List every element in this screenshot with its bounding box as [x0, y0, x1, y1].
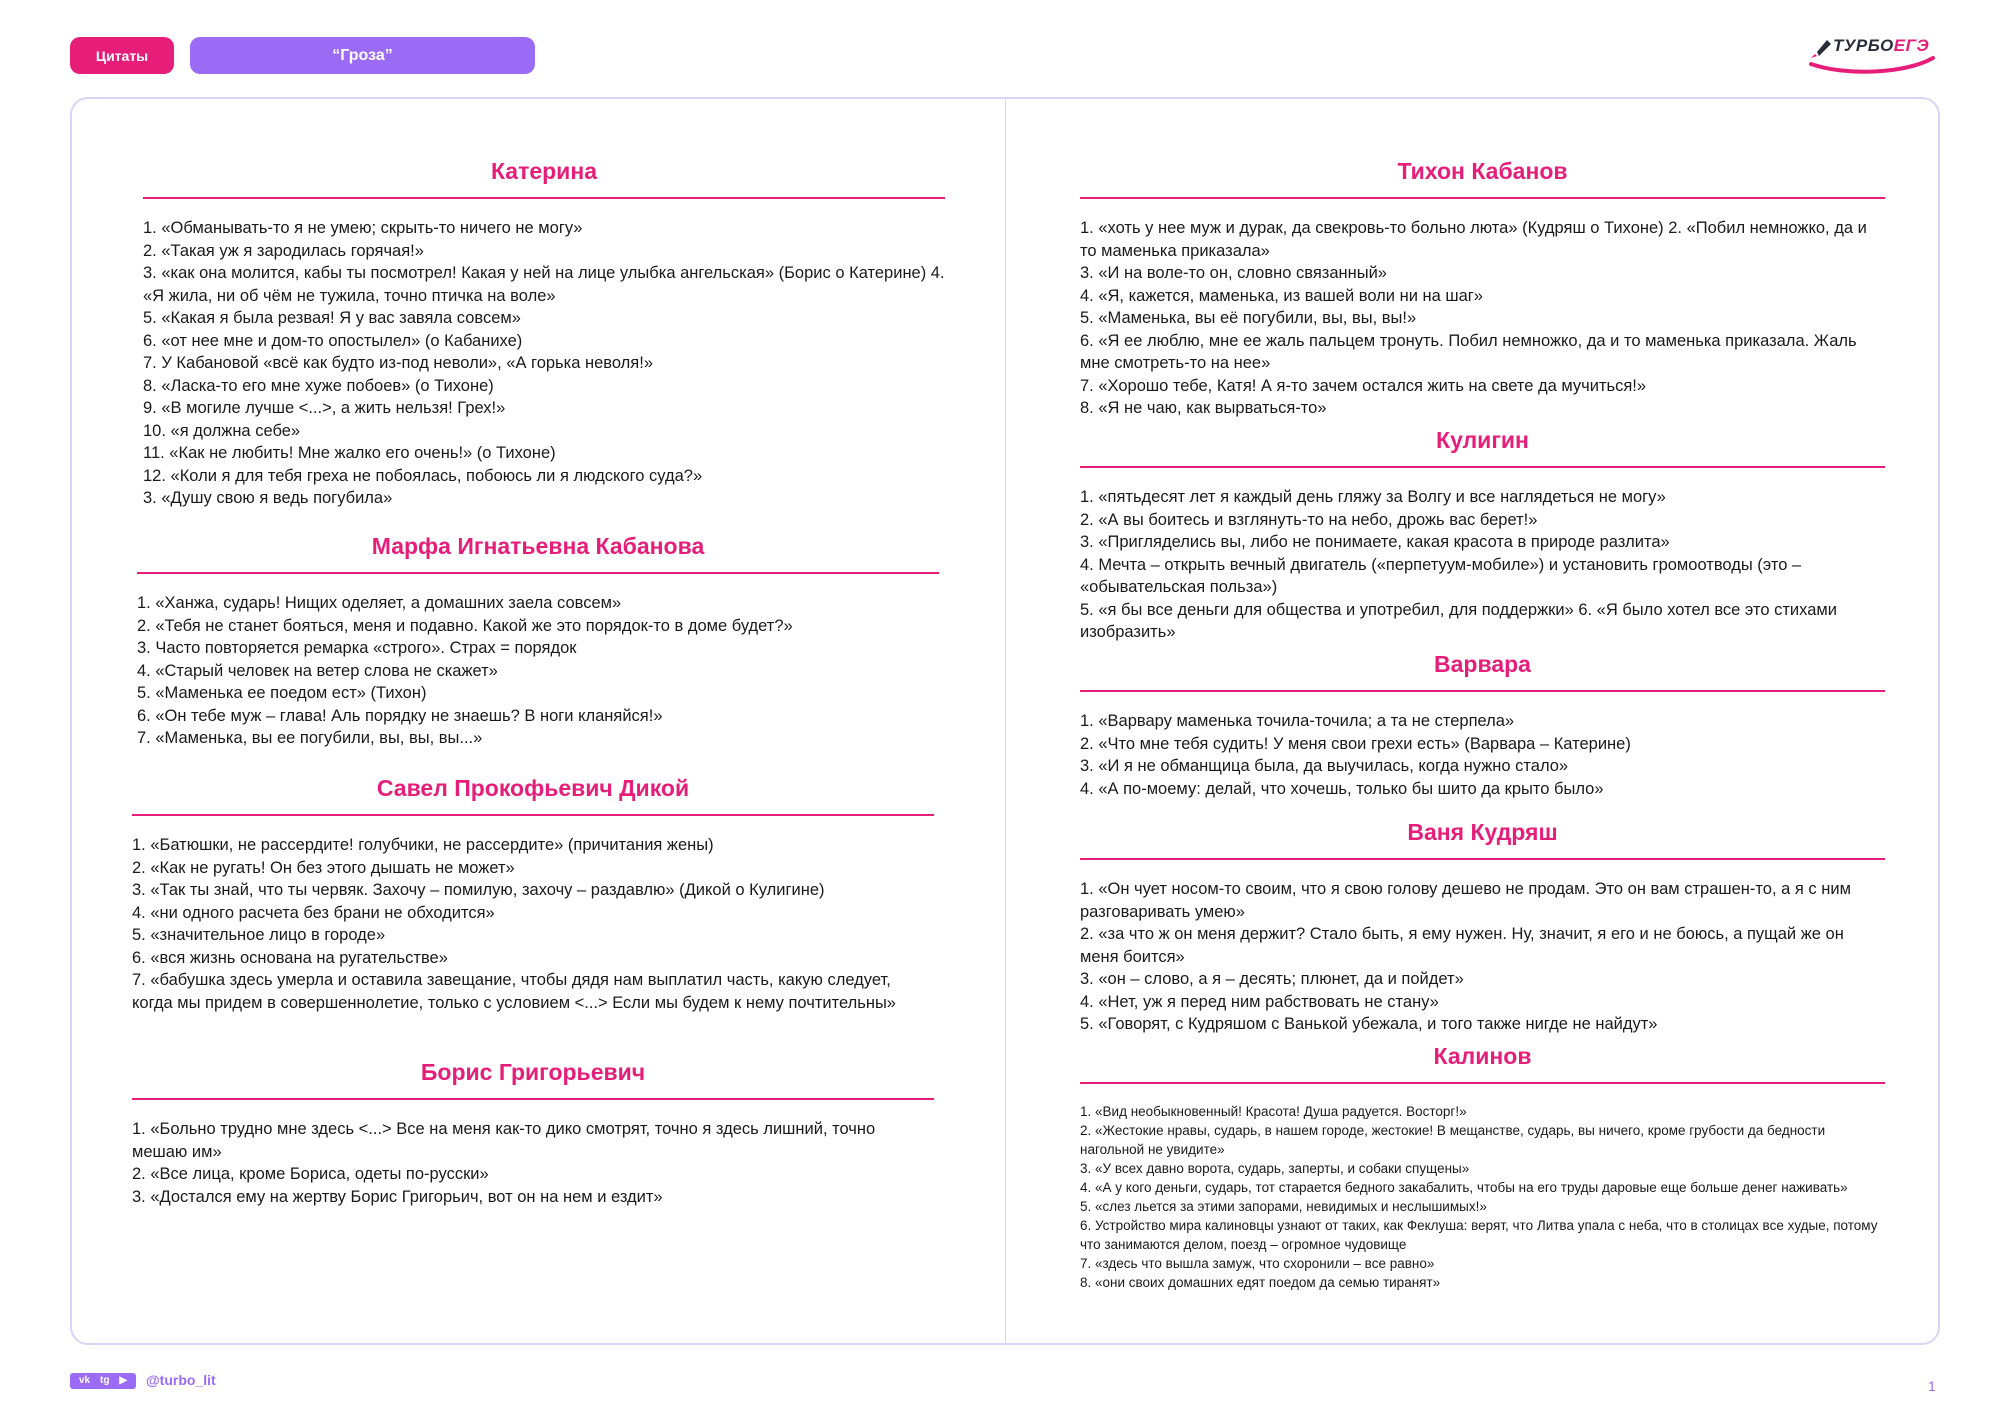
- list-item: 3. «Пригляделись вы, либо не понимаете, какая красота в природе разлита»: [1080, 533, 1670, 551]
- list-item: 6. Устройство мира калиновцы узнают от таких, как Феклуша: верят, что Литва упала с неба, что в столицах все худые, потому что занимаются делом, поезд – огромное чудовище: [1080, 1218, 1878, 1252]
- list-item: 8. «Ласка-то его мне хуже побоев» (о Тихоне): [143, 376, 494, 395]
- section-tikhon: [1080, 158, 1885, 420]
- list-item: 8. «Я не чаю, как вырваться-то»: [1080, 399, 1327, 417]
- list-item: 2. «А вы боитесь и взглянуть-то на небо, дрожь вас берет!»: [1080, 510, 1538, 529]
- column-divider: [1005, 98, 1006, 1344]
- list-item: 1. «хоть у нее муж и дурак, да свекровь-то больно люта» (Кудряш о Тихоне) 2. «Побил немножко, да и то маменька приказала»: [1080, 219, 1867, 260]
- list-item: 3. Часто повторяется ремарка «строго». Страх = порядок: [137, 639, 577, 657]
- section-title: Калинов: [1080, 1043, 1885, 1084]
- list-item: 5. «Маменька ее поедом ест» (Тихон): [137, 684, 427, 702]
- section-title: Варвара: [1080, 651, 1885, 692]
- list-item: 4. «А у кого деньги, сударь, тот старается бедного закабалить, чтобы на его труды даровые еще больше денег наживать»: [1080, 1180, 1848, 1195]
- section-title: Ваня Кудряш: [1080, 819, 1885, 860]
- quote-list: [1080, 1102, 1885, 1292]
- section-kudryash: [1080, 819, 1885, 1036]
- turbo-ege-logo: [1805, 30, 1945, 74]
- quote-list: [132, 834, 934, 1014]
- list-item: 5. «значительное лицо в городе»: [132, 926, 386, 944]
- list-item: 1. «Больно трудно мне здесь <...> Все на меня как-то дико смотрят, точно я здесь лишний, точно мешаю им»: [132, 1120, 876, 1161]
- list-item: 3. «И я не обманщица была, да выучилась, когда нужно стало»: [1080, 757, 1569, 775]
- list-item: 3. «Так ты знай, что ты червяк. Захочу – помилую, захочу – раздавлю» (Дикой о Кулигине): [132, 881, 825, 899]
- tag-pill-quotes: Цитаты: [70, 37, 174, 74]
- section-title: Борис Григорьевич: [132, 1059, 934, 1100]
- list-item: 2. «Как не ругать! Он без этого дышать не может»: [132, 858, 515, 877]
- logo-text-accent: ЕГЭ: [1893, 36, 1930, 55]
- list-item: 1. «Варвару маменька точила-точила; а та не стерпела»: [1080, 712, 1515, 730]
- telegram-icon[interactable]: tg: [99, 1375, 110, 1386]
- list-item: 2. «Что мне тебя судить! У меня свои грехи есть» (Варвара – Катерине): [1080, 734, 1631, 753]
- logo-text-main: ТУРБО: [1833, 36, 1894, 55]
- list-item: 3. «Душу свою я ведь погубила»: [143, 489, 393, 507]
- section-boris: [132, 1059, 934, 1208]
- list-item: 7. «бабушка здесь умерла и оставила завещание, чтобы дядя нам выплатил часть, какую следует, когда мы придем в совершеннолетие, только с условием <...> Если мы будем к нему почтительны»: [132, 971, 896, 1012]
- quote-list: [1080, 486, 1885, 644]
- list-item: 1. «пятьдесят лет я каждый день гляжу за Волгу и все наглядеться не могу»: [1080, 488, 1666, 506]
- list-item: 5. «Какая я была резвая! Я у вас завяла совсем»: [143, 309, 521, 327]
- logo-text: [1833, 36, 1929, 56]
- list-item: 9. «В могиле лучше <...>, а жить нельзя! Грех!»: [143, 399, 506, 417]
- section-title: Кулигин: [1080, 427, 1885, 468]
- list-item: 6. «вся жизнь основана на ругательстве»: [132, 948, 448, 967]
- list-item: 4. «А по-моему: делай, что хочешь, только бы шито да крыто было»: [1080, 779, 1604, 798]
- social-handle-link[interactable]: @turbo_lit: [146, 1372, 216, 1388]
- list-item: 2. «Такая уж я зародилась горячая!»: [143, 241, 424, 260]
- list-item: 2. «Все лица, кроме Бориса, одеты по-русски»: [132, 1165, 489, 1183]
- list-item: 7. «Хорошо тебе, Катя! А я-то зачем остался жить на свете да мучиться!»: [1080, 376, 1647, 395]
- list-item: 7. «Маменька, вы ее погубили, вы, вы, вы...»: [137, 729, 483, 747]
- list-item: 6. «Я ее люблю, мне ее жаль пальцем тронуть. Побил немножко, да и то маменька приказала. Жаль мне смотреть-то на нее»: [1080, 331, 1857, 372]
- list-item: 6. «от нее мне и дом-то опостылел» (о Кабанихе): [143, 331, 523, 350]
- quote-list: [1080, 710, 1885, 800]
- list-item: 5. «Маменька, вы её погубили, вы, вы, вы!»: [1080, 309, 1417, 327]
- quote-list: [132, 1118, 934, 1208]
- youtube-icon[interactable]: ▶: [119, 1375, 128, 1386]
- list-item: 4. «Нет, уж я перед ним рабствовать не стану»: [1080, 992, 1439, 1011]
- list-item: 3. «как она молится, кабы ты посмотрел! Какая у ней на лице улыбка ангельская» (Борис о Катерине) 4. «Я жила, ни об чём не тужила, точно птичка на воле»: [143, 264, 945, 305]
- quote-list: [143, 217, 945, 510]
- vk-icon[interactable]: vk: [78, 1375, 91, 1386]
- list-item: 3. «У всех давно ворота, сударь, заперты, и собаки спущены»: [1080, 1161, 1470, 1176]
- list-item: 4. «ни одного расчета без брани не обходится»: [132, 903, 495, 922]
- list-item: 1. «Он чует носом-то своим, что я свою голову дешево не продам. Это он вам страшен-то, а я с ним разговаривать умею»: [1080, 880, 1851, 921]
- section-title: Савел Прокофьевич Дикой: [132, 775, 934, 816]
- list-item: 3. «И на воле-то он, словно связанный»: [1080, 264, 1387, 282]
- list-item: 3. «Достался ему на жертву Борис Григорьич, вот он на нем и ездит»: [132, 1187, 663, 1206]
- list-item: 11. «Как не любить! Мне жалко его очень!» (о Тихоне): [143, 444, 556, 462]
- list-item: 4. «Я, кажется, маменька, из вашей воли ни на шаг»: [1080, 286, 1483, 305]
- section-kabanova: [137, 533, 939, 750]
- social-icons: [70, 1373, 136, 1389]
- list-item: 1. «Батюшки, не рассердите! голубчики, не рассердите» (причитания жены): [132, 836, 714, 854]
- list-item: 1. «Ханжа, сударь! Нищих оделяет, а домашних заела совсем»: [137, 594, 622, 612]
- section-kalinov: [1080, 1043, 1885, 1292]
- list-item: 4. «Старый человек на ветер слова не скажет»: [137, 661, 498, 680]
- list-item: 2. «за что ж он меня держит? Стало быть, я ему нужен. Ну, значит, я его и не боюсь, а пущай же он меня боится»: [1080, 925, 1844, 966]
- quote-list: [137, 592, 939, 750]
- list-item: 5. «слез льется за этими запорами, невидимых и неслышимых!»: [1080, 1199, 1487, 1214]
- list-item: 6. «Он тебе муж – глава! Аль порядку не знаешь? В ноги кланяйся!»: [137, 706, 663, 725]
- section-title: Марфа Игнатьевна Кабанова: [137, 533, 939, 574]
- list-item: 2. «Тебя не станет бояться, меня и подавно. Какой же это порядок-то в доме будет?»: [137, 616, 793, 635]
- section-title: Тихон Кабанов: [1080, 158, 1885, 199]
- title-pill: “Гроза”: [190, 37, 535, 74]
- list-item: 10. «я должна себе»: [143, 421, 301, 440]
- section-katerina: [143, 158, 945, 510]
- page-number: 1: [1928, 1378, 1936, 1394]
- list-item: 5. «я бы все деньги для общества и употребил, для поддержки» 6. «Я было хотел все это стихами изобразить»: [1080, 600, 1837, 641]
- list-item: 4. Мечта – открыть вечный двигатель («перпетуум-мобиле») и установить громоотводы (это – «обывательская польза»): [1080, 555, 1802, 596]
- section-dikoy: [132, 775, 934, 1014]
- list-item: 5. «Говорят, с Кудряшом с Ванькой убежала, и того также нигде не найдут»: [1080, 1015, 1658, 1033]
- list-item: 2. «Жестокие нравы, сударь, в нашем городе, жестокие! В мещанстве, сударь, вы ничего, кроме грубости да бедности нагольной не увидите»: [1080, 1123, 1826, 1157]
- list-item: 3. «он – слово, а я – десять; плюнет, да и пойдет»: [1080, 970, 1464, 988]
- section-varvara: [1080, 651, 1885, 800]
- list-item: 1. «Вид необыкновенный! Красота! Душа радуется. Восторг!»: [1080, 1104, 1467, 1119]
- section-kuligin: [1080, 427, 1885, 644]
- list-item: 12. «Коли я для тебя греха не побоялась, побоюсь ли я людского суда?»: [143, 466, 703, 485]
- list-item: 8. «они своих домашних едят поедом да семью тиранят»: [1080, 1275, 1441, 1290]
- quote-list: [1080, 878, 1885, 1036]
- section-title: Катерина: [143, 158, 945, 199]
- list-item: 7. «здесь что вышла замуж, что схоронили – все равно»: [1080, 1256, 1435, 1271]
- quote-list: [1080, 217, 1885, 420]
- list-item: 7. У Кабановой «всё как будто из-под неволи», «А горька неволя!»: [143, 354, 654, 372]
- list-item: 1. «Обманывать-то я не умею; скрыть-то ничего не могу»: [143, 219, 583, 237]
